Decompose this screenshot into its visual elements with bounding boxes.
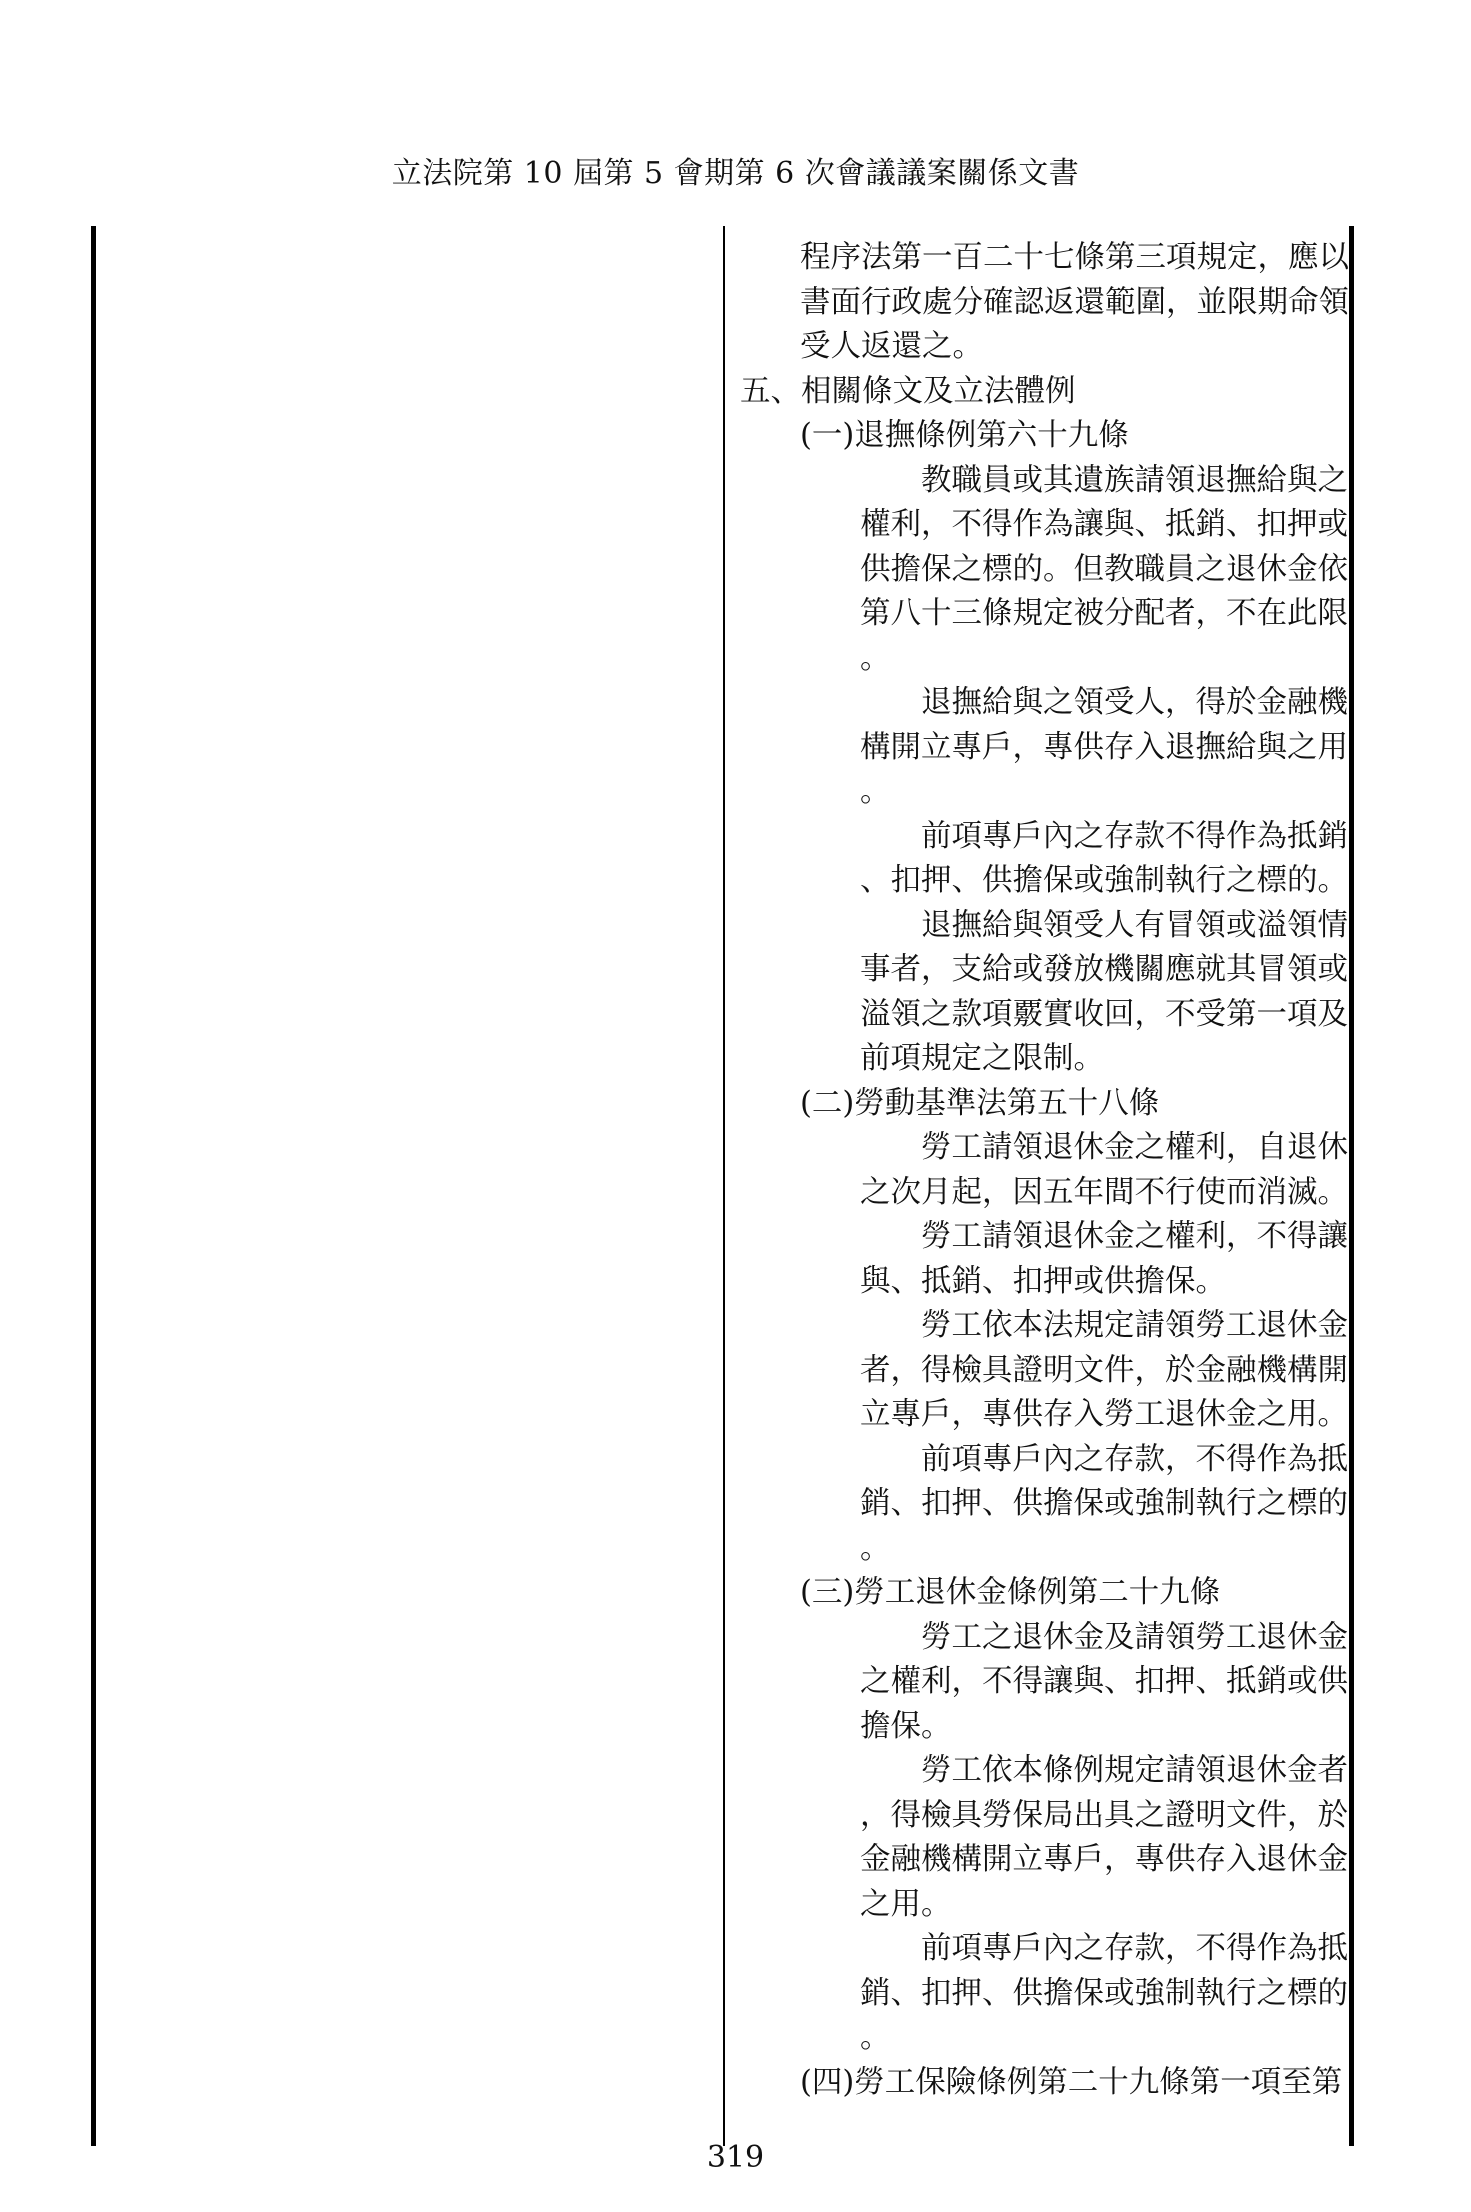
text-line: 供擔保之標的。但教職員之退休金依: [860, 551, 1348, 587]
document-header: 立法院第 10 屆第 5 會期第 6 次會議議案關係文書: [391, 156, 1080, 191]
text-line: 受人返還之。: [800, 329, 983, 364]
text-line: 勞工請領退休金之權利，不得讓: [860, 1219, 1348, 1254]
text-line: 勞工請領退休金之權利，自退休: [860, 1130, 1348, 1165]
text-line: 之權利，不得讓與、扣押、抵銷或供: [860, 1664, 1348, 1699]
text-line: 勞工依本法規定請領勞工退休金: [860, 1308, 1348, 1343]
text-line: 。: [860, 2020, 891, 2055]
text-line: ，得檢具勞保局出具之證明文件，於: [860, 1797, 1348, 1833]
text-line: 事者，支給或發放機關應就其冒領或: [860, 952, 1348, 987]
text-line: (三)勞工退休金條例第二十九條: [800, 1575, 1221, 1610]
text-line: 退撫給與領受人有冒領或溢領情: [860, 907, 1348, 943]
text-line: 前項專戶內之存款，不得作為抵: [860, 1931, 1348, 1966]
text-line: 銷、扣押、供擔保或強制執行之標的: [860, 1486, 1348, 1521]
left-border-line: [91, 226, 96, 2146]
text-line: 。: [860, 774, 891, 809]
text-line: 之用。: [860, 1886, 952, 1922]
text-line: 構開立專戶，專供存入退撫給與之用: [860, 729, 1348, 765]
text-line: 前項專戶內之存款，不得作為抵: [860, 1441, 1348, 1477]
text-line: (四)勞工保險條例第二十九條第一項至第: [800, 2064, 1343, 2100]
text-line: 銷、扣押、供擔保或強制執行之標的: [860, 1975, 1348, 2011]
text-line: (二)勞動基準法第五十八條: [800, 1085, 1160, 1121]
text-line: 勞工依本條例規定請領退休金者: [860, 1753, 1348, 1788]
text-line: 。: [860, 640, 891, 676]
text-line: 勞工之退休金及請領勞工退休金: [860, 1619, 1348, 1655]
text-line: 之次月起，因五年間不行使而消滅。: [860, 1174, 1348, 1210]
text-line: 。: [860, 1530, 891, 1566]
text-line: 金融機構開立專戶，專供存入退休金: [860, 1842, 1348, 1877]
text-line: 退撫給與之領受人，得於金融機: [860, 685, 1348, 720]
text-line: 前項規定之限制。: [860, 1041, 1104, 1076]
text-line: 、扣押、供擔保或強制執行之標的。: [860, 863, 1348, 898]
text-line: 立專戶，專供存入勞工退休金之用。: [860, 1397, 1348, 1432]
text-line: 書面行政處分確認返還範圍，並限期命領: [800, 284, 1349, 320]
right-column-text: [740, 236, 1349, 2105]
text-line: 與、抵銷、扣押或供擔保。: [860, 1263, 1226, 1299]
page-number: 319: [706, 2140, 765, 2175]
text-line: 第八十三條規定被分配者，不在此限: [860, 596, 1348, 631]
right-border-line: [1349, 226, 1354, 2146]
column-divider-line: [723, 226, 725, 2146]
text-line: 溢領之款項覈實收回，不受第一項及: [860, 996, 1348, 1032]
text-line: 五、相關條文及立法體例: [740, 373, 1076, 409]
text-line: 者，得檢具證明文件，於金融機構開: [860, 1352, 1348, 1388]
text-line: (一)退撫條例第六十九條: [800, 418, 1129, 453]
text-line: 教職員或其遺族請領退撫給與之: [860, 462, 1348, 498]
text-line: 前項專戶內之存款不得作為抵銷: [860, 818, 1348, 854]
text-line: 程序法第一百二十七條第三項規定，應以: [800, 240, 1349, 275]
text-line: 擔保。: [860, 1708, 952, 1744]
text-line: 權利，不得作為讓與、抵銷、扣押或: [860, 507, 1348, 542]
